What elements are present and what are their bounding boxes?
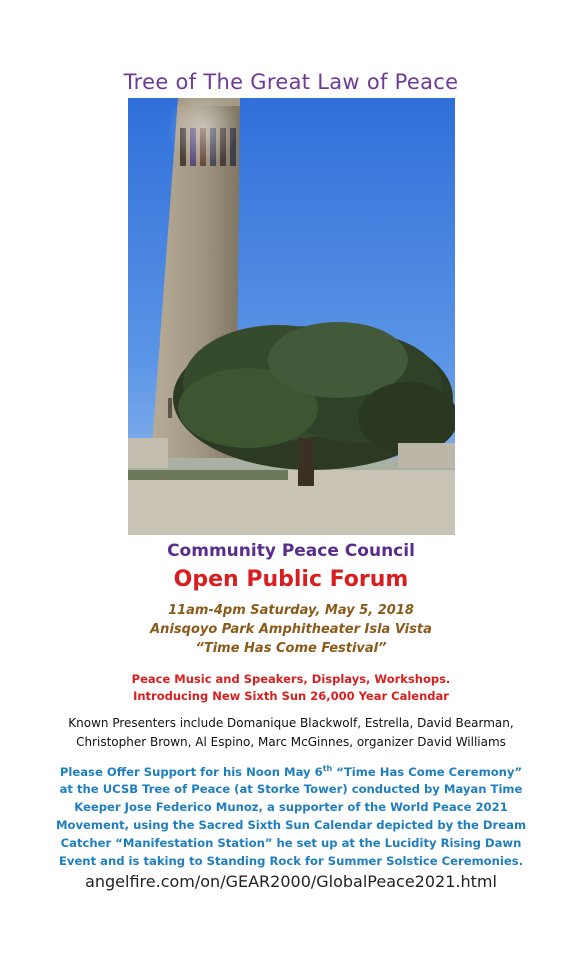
support-line-1b: “Time Has Come Ceremony” — [332, 764, 523, 779]
support-line-1a: Please Offer Support for his Noon May 6 — [59, 764, 323, 779]
program-line-2: Introducing New Sixth Sun 26,000 Year Calendar — [133, 689, 449, 703]
presenters-line-1: Known Presenters include Domanique Blackwolf, Estrella, David Bearman, — [68, 716, 514, 730]
support-line-1 — [0, 764, 582, 779]
website-url[interactable]: angelfire.com/on/GEAR2000/GlobalPeace2021.html — [85, 872, 497, 891]
flyer-title: Tree of The Great Law of Peace — [123, 70, 459, 94]
support-line-2: at the UCSB Tree of Peace (at Storke Tower) conducted by Mayan Time — [59, 782, 523, 796]
support-line-4: Movement, using the Sacred Sixth Sun Calendar depicted by the Dream — [55, 818, 527, 832]
support-line-1-sup: th — [322, 764, 333, 773]
presenters-line-2: Christopher Brown, Al Espino, Marc McGinnes, organizer David Williams — [76, 735, 506, 749]
forum-heading: Open Public Forum — [173, 567, 409, 592]
storke-tower-photo — [128, 98, 455, 535]
support-line-3: Keeper Jose Federico Munoz, a supporter of the World Peace 2021 — [74, 800, 508, 814]
program-line-1: Peace Music and Speakers, Displays, Workshops. — [131, 672, 451, 686]
event-time: 11am-4pm Saturday, May 5, 2018 — [168, 603, 414, 618]
council-name: Community Peace Council — [167, 541, 415, 561]
event-location: Anisqoyo Park Amphitheater Isla Vista — [150, 622, 432, 637]
support-line-5: Catcher “Manifestation Station” he set up at the Lucidity Rising Dawn — [60, 836, 522, 850]
festival-name: “Time Has Come Festival” — [195, 641, 387, 656]
support-line-6: Event and is taking to Standing Rock for Summer Solstice Ceremonies. — [58, 854, 524, 868]
